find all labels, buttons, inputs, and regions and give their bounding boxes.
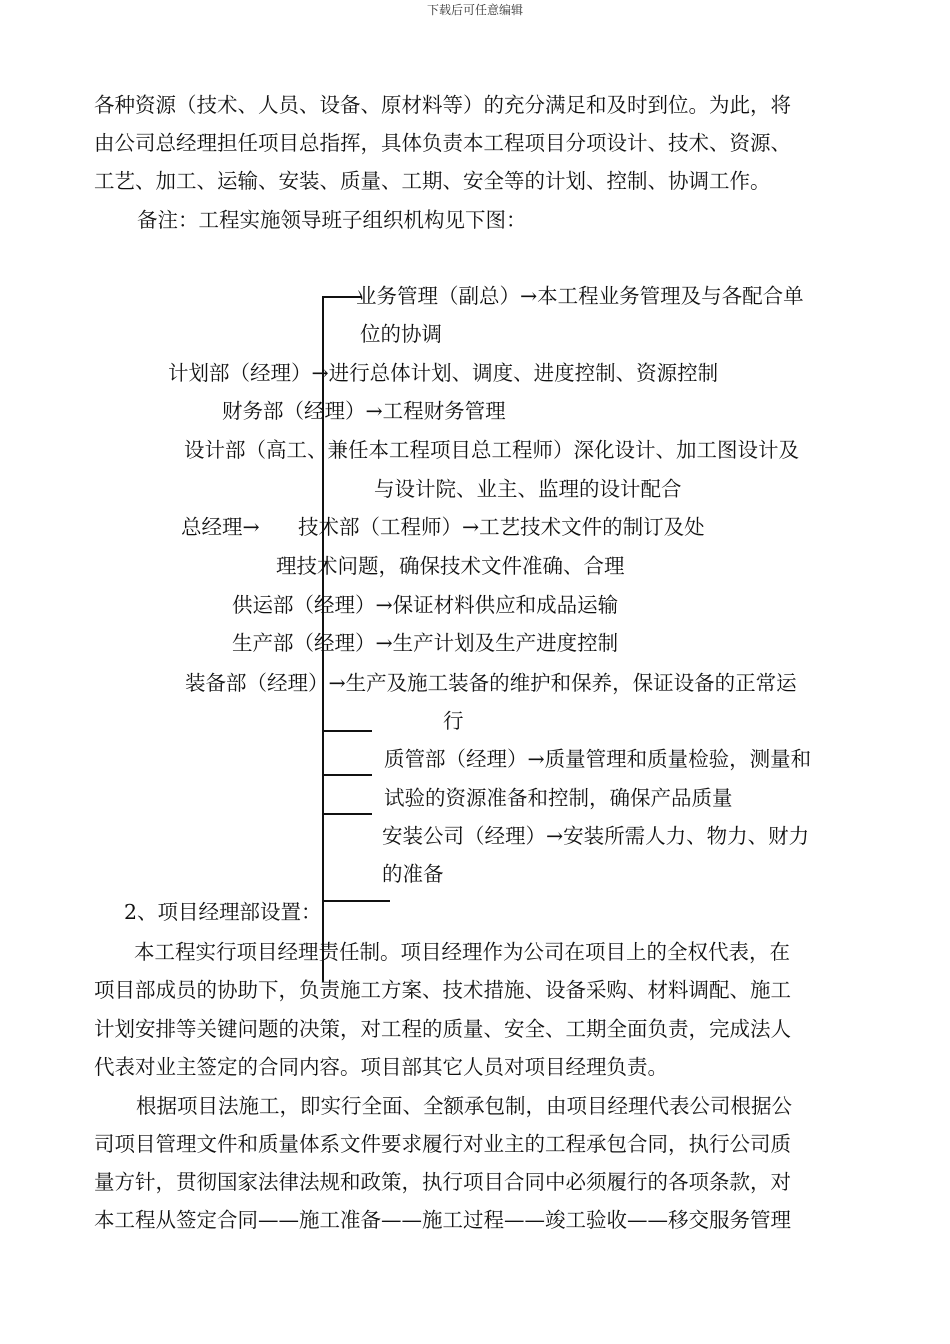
org-chart-item-cont: 位的协调 [360, 322, 442, 346]
org-chart-item-cont: 与设计院、业主、监理的设计配合 [374, 477, 682, 501]
section-heading: 2、项目经理部设置： [124, 900, 322, 924]
org-chart-branch-line [322, 730, 372, 732]
org-chart-branch-line [322, 813, 372, 815]
org-chart-item: 设计部（高工、兼任本工程项目总工程师）深化设计、加工图设计及 [184, 438, 799, 462]
org-chart-item-cont: 行 [443, 709, 464, 733]
paragraph-line: 计划安排等关键问题的决策，对工程的质量、安全、工期全面负责，完成法人 [94, 1017, 791, 1041]
org-chart-branch-line [322, 774, 372, 776]
org-chart-item: 安装公司（经理）→安装所需人力、物力、财力 [382, 824, 810, 848]
paragraph-line: 本工程实行项目经理责任制。项目经理作为公司在项目上的全权代表，在 [134, 940, 790, 964]
org-chart-item: 技术部（工程师）→工艺技术文件的制订及处 [298, 515, 705, 539]
page-header: 下载后可任意编辑 [426, 3, 523, 17]
paragraph-line: 司项目管理文件和质量体系文件要求履行对业主的工程承包合同，执行公司质 [94, 1132, 791, 1156]
org-chart-item: 质管部（经理）→质量管理和质量检验，测量和 [384, 747, 812, 771]
org-chart-item: 供运部（经理）→保证材料供应和成品运输 [232, 593, 619, 617]
org-chart-item: 业务管理（副总）→本工程业务管理及与各配合单 [356, 284, 804, 308]
org-chart-item: 财务部（经理）→工程财务管理 [222, 399, 506, 423]
org-chart-item: 计划部（经理）→进行总体计划、调度、进度控制、资源控制 [168, 361, 719, 385]
org-chart-note: 备注：工程实施领导班子组织机构见下图： [137, 208, 527, 232]
org-chart-item-cont: 试验的资源准备和控制，确保产品质量 [384, 786, 733, 810]
org-chart-branch-line [322, 900, 390, 902]
paragraph-line: 量方针，贯彻国家法律法规和政策，执行项目合同中必须履行的各项条款，对 [94, 1170, 791, 1194]
org-chart-item: 装备部（经理）→生产及施工装备的维护和保养，保证设备的正常运 [185, 671, 797, 695]
paragraph-line: 代表对业主签定的合同内容。项目部其它人员对项目经理负责。 [94, 1055, 668, 1079]
paragraph-line: 项目部成员的协助下，负责施工方案、技术措施、设备采购、材料调配、施工 [94, 978, 791, 1002]
paragraph-line: 本工程从签定合同——施工准备——施工过程——竣工验收——移交服务管理 [94, 1208, 791, 1232]
org-chart-root: 总经理→ [181, 515, 260, 539]
paragraph-line: 由公司总经理担任项目总指挥，具体负责本工程项目分项设计、技术、资源、 [94, 131, 791, 155]
paragraph-line: 各种资源（技术、人员、设备、原材料等）的充分满足和及时到位。为此，将 [94, 93, 791, 117]
org-chart-item-cont: 的准备 [382, 862, 444, 886]
org-chart-item: 生产部（经理）→生产计划及生产进度控制 [232, 631, 619, 655]
paragraph-line: 根据项目法施工，即实行全面、全额承包制，由项目经理代表公司根据公 [136, 1094, 792, 1118]
paragraph-line: 工艺、加工、运输、安装、质量、工期、安全等的计划、控制、协调工作。 [94, 169, 771, 193]
org-chart-item-cont: 理技术问题，确保技术文件准确、合理 [276, 554, 625, 578]
